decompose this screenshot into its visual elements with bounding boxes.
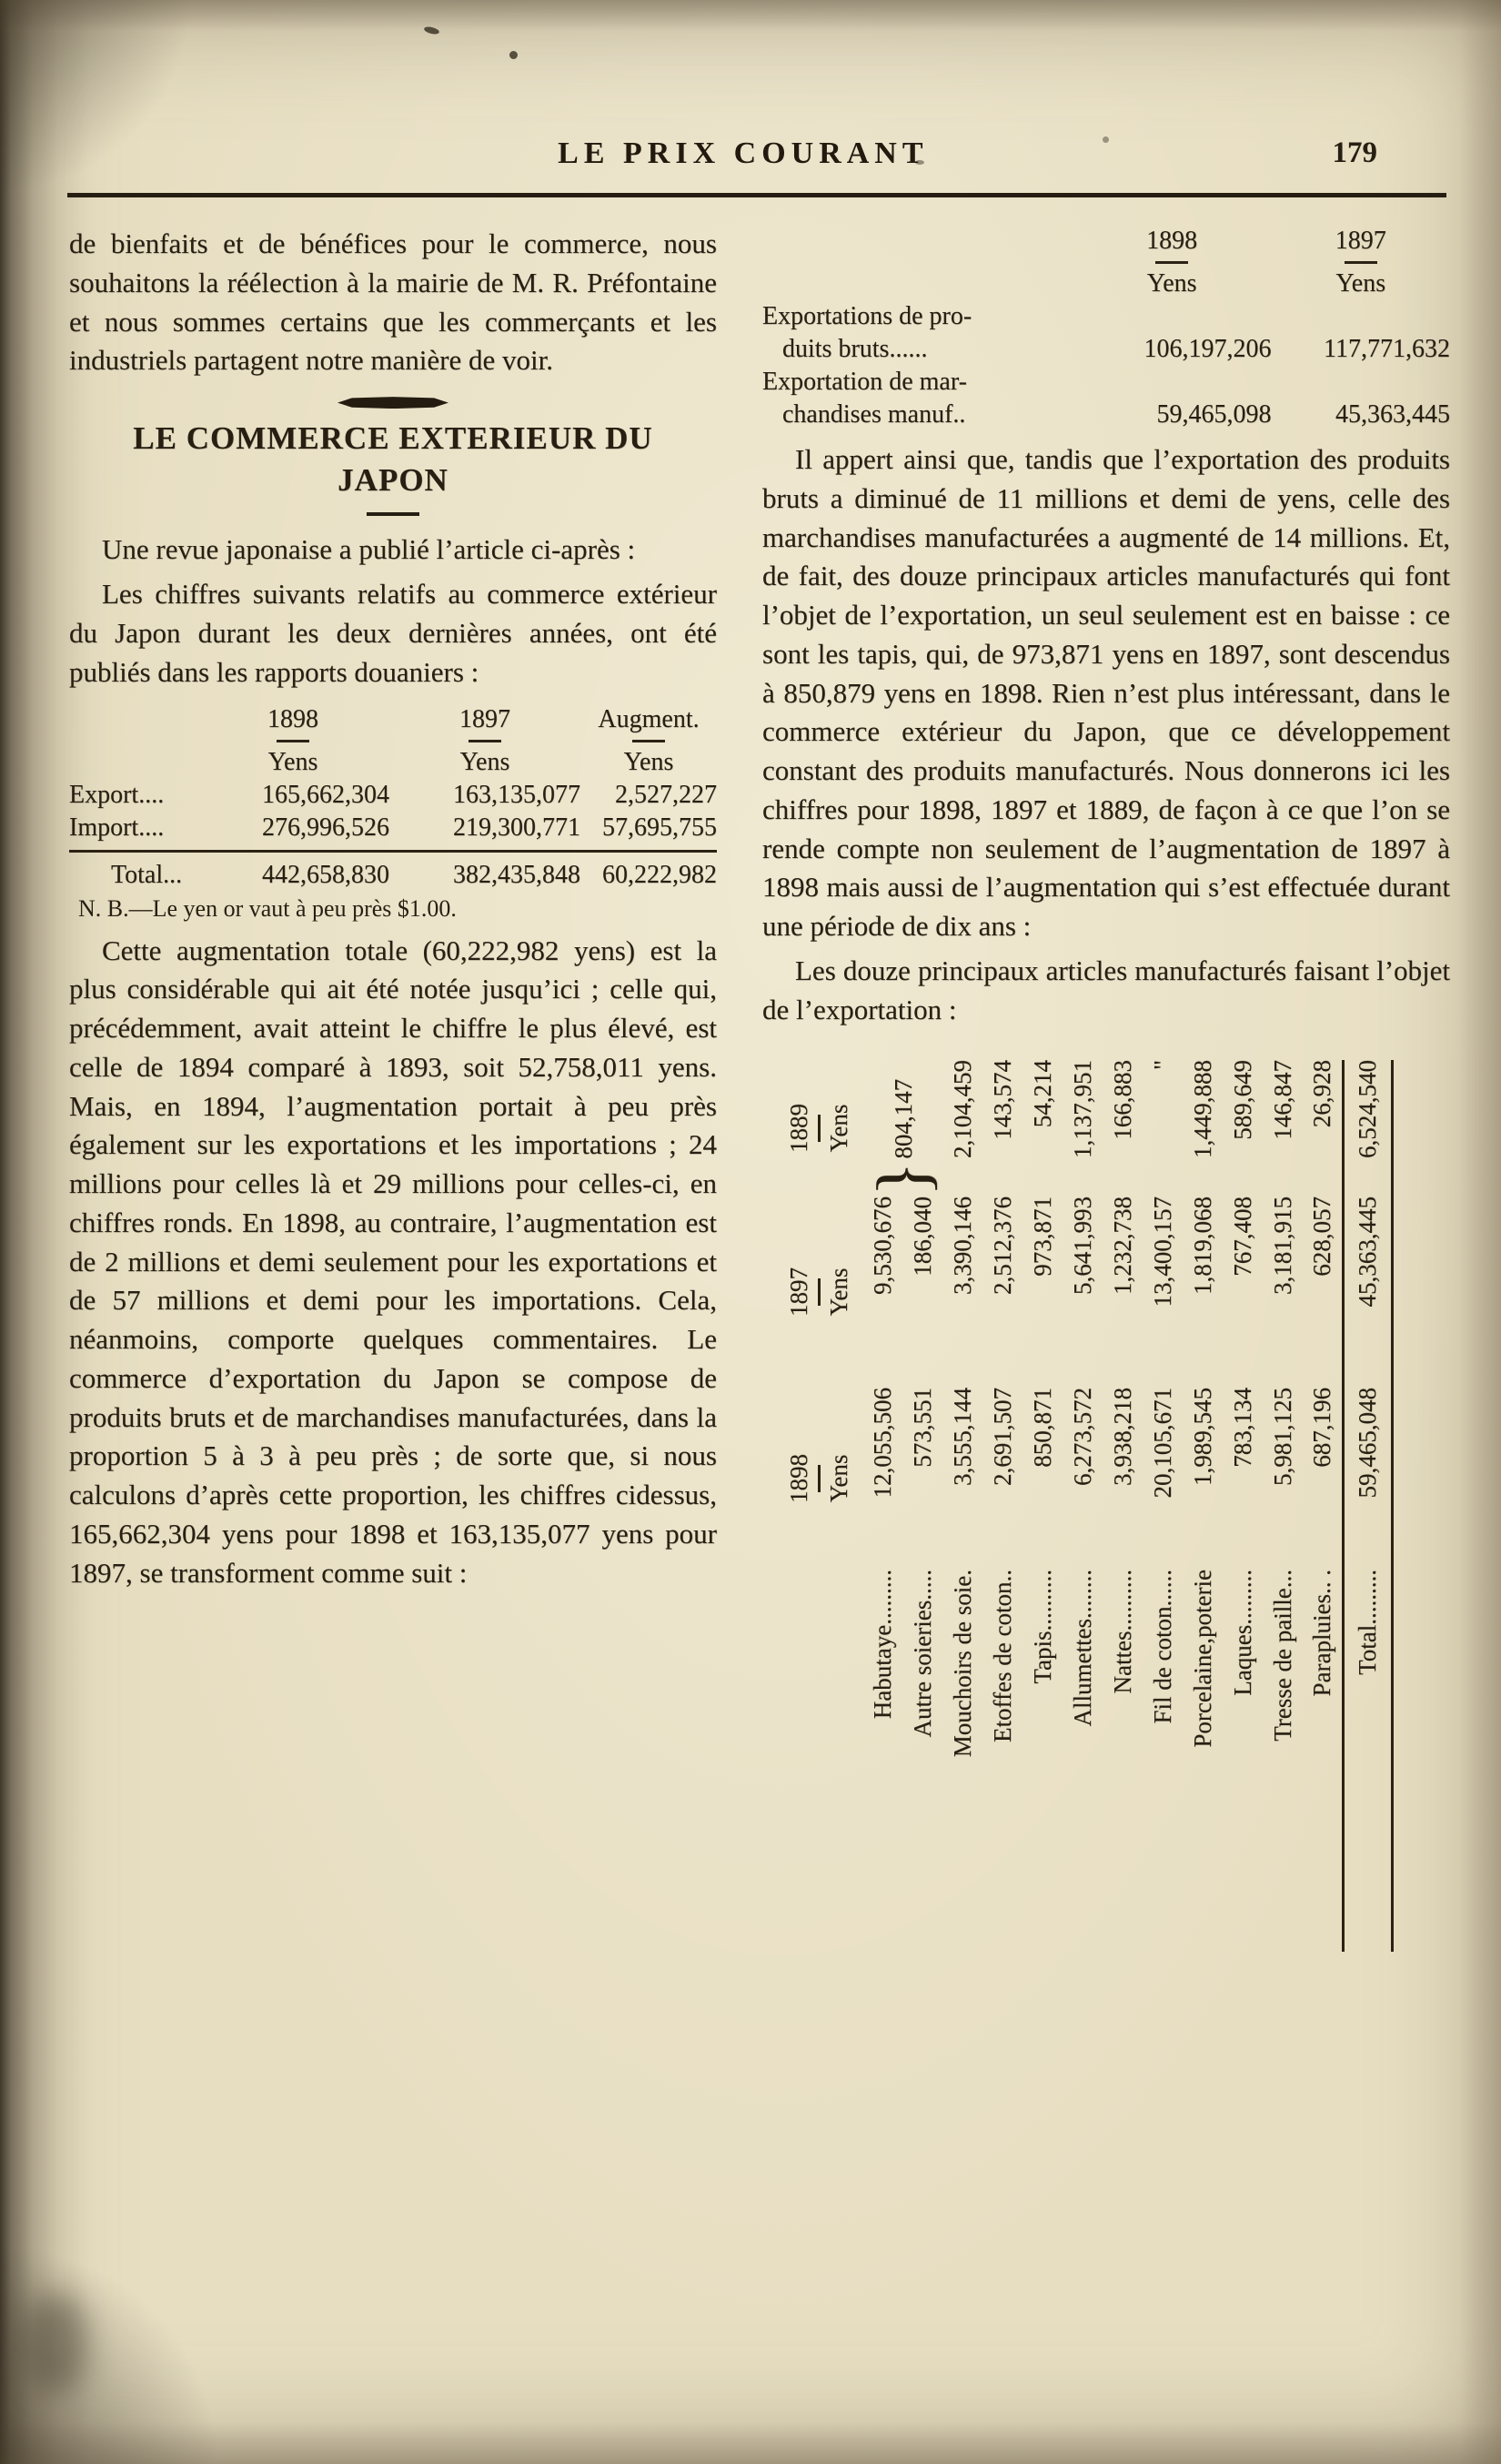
row-label: Nattes.......... bbox=[1108, 1570, 1136, 1694]
row-label: Mouchoirs de soie. bbox=[948, 1570, 976, 1758]
value-cell: 20,105,671 bbox=[1148, 1388, 1176, 1499]
paper-stain bbox=[24, 2293, 87, 2393]
value-cell: 3,181,915 bbox=[1268, 1197, 1296, 1296]
unit-label: Yens bbox=[824, 1455, 852, 1503]
two-column-layout bbox=[0, 197, 1501, 1963]
table-row bbox=[1303, 1060, 1343, 1952]
row-label-line2: chandises manuf.. bbox=[782, 400, 966, 429]
value-cell: 767,408 bbox=[1228, 1197, 1256, 1277]
table-row bbox=[1263, 1060, 1303, 1952]
value-cell: 2,527,227 bbox=[615, 780, 717, 809]
table-row bbox=[762, 300, 1450, 333]
left-column bbox=[69, 225, 717, 1599]
value-cell: 2,691,507 bbox=[988, 1388, 1016, 1487]
table-unit-row bbox=[762, 268, 1450, 300]
row-label: Total......... bbox=[1343, 1570, 1392, 1952]
rotated-header-row bbox=[775, 1060, 862, 1952]
value-cell: 45,363,445 bbox=[1335, 400, 1450, 429]
table-row bbox=[762, 333, 1450, 366]
unit-label: Yens bbox=[623, 747, 674, 776]
value-cell: 783,134 bbox=[1228, 1388, 1256, 1469]
article-title-line1: LE COMMERCE EXTERIEUR DU bbox=[133, 420, 653, 457]
value-cell: 117,771,632 bbox=[1324, 335, 1450, 363]
value-cell: 5,981,125 bbox=[1268, 1388, 1296, 1487]
row-label: Tapis.......... bbox=[1028, 1570, 1056, 1685]
value-cell: 6,273,572 bbox=[1068, 1388, 1096, 1487]
col-header-1897 bbox=[775, 1197, 862, 1388]
table-row bbox=[1063, 1060, 1103, 1952]
table-unit-row bbox=[69, 746, 717, 779]
paragraph: Cette augmentation totale (60,222,982 yens) est la plus considérable qui ait été notée jusqu’ici ; celle qui, précédemment, avait atteint le chiffre le plus élevé, est celle de 1894 comparé à 1893, soit 52,758,011 yens. Mais, en 1894, l’augmentation portait à peu près également sur les exportations et les importations ; 24 millions pour celles là et 29 millions pour celles-ci, en chiffres ronds. En 1898, au contraire, l’augmentation est de 2 millions et demi seulement pour les exportations et de 57 millions et demi pour les importations. Cela, néanmoins, comporte quelques commentaires. Le commerce d’exportation du Japon se compose de produits bruts et de marchandises manufacturées, dans la proportion 5 à 3 à peu près ; de sorte que, si nous calculons d’après cette proportion, les chiffres cidessus, 165,662,304 yens pour 1898 et 163,135,077 yens pour 1897, se transforment comme suit : bbox=[69, 934, 717, 1589]
dash-rule bbox=[818, 1115, 821, 1142]
table-row-import bbox=[69, 812, 717, 852]
diamond-rule-icon bbox=[337, 397, 448, 409]
row-label: Tresse de paille... bbox=[1268, 1570, 1296, 1742]
table-row-export bbox=[69, 779, 717, 812]
value-cell: 2,512,376 bbox=[988, 1197, 1016, 1296]
col-header-1898 bbox=[775, 1388, 862, 1570]
table-row bbox=[1183, 1060, 1223, 1952]
dash-rule bbox=[818, 1278, 821, 1306]
row-label-line1: Exportation de mar- bbox=[762, 368, 967, 396]
value-cell: 6,524,540 bbox=[1343, 1060, 1392, 1197]
value-cell: 146,847 bbox=[1268, 1060, 1296, 1141]
page-title: LE PRIX COURANT bbox=[558, 136, 929, 170]
title-dash-rule bbox=[367, 512, 419, 516]
unit-label: Yens bbox=[824, 1268, 852, 1317]
row-label: Parapluies.. . bbox=[1307, 1570, 1335, 1697]
value-cell: 973,871 bbox=[1028, 1197, 1056, 1277]
dash-rule bbox=[818, 1465, 821, 1492]
col-header-augment: Augment. bbox=[598, 704, 700, 733]
row-label: Porcelaine,poterie bbox=[1188, 1570, 1216, 1749]
value-cell: 106,197,206 bbox=[1143, 335, 1272, 363]
value-cell: 186,040 bbox=[908, 1197, 936, 1277]
table-row bbox=[982, 1060, 1022, 1952]
exports-breakdown-table bbox=[762, 225, 1450, 431]
value-cell: 163,135,077 bbox=[453, 780, 580, 809]
table-dash-row bbox=[762, 258, 1450, 268]
value-cell: 26,928 bbox=[1307, 1060, 1335, 1128]
value-cell: 45,363,445 bbox=[1343, 1197, 1392, 1388]
unit-label: Yens bbox=[267, 747, 318, 776]
paragraph: Les chiffres suivants relatifs au commerce extérieur du Japon durant les deux dernières années, ont été publiés dans les rapports douaniers : bbox=[69, 578, 717, 688]
table-row bbox=[862, 1060, 902, 1952]
table-dash-row bbox=[69, 736, 717, 746]
right-column bbox=[762, 225, 1450, 1963]
empty-cell bbox=[762, 268, 1073, 300]
value-cell: 589,649 bbox=[1228, 1060, 1256, 1141]
value-cell: 5,641,993 bbox=[1068, 1197, 1096, 1296]
paragraph: Il appert ainsi que, tandis que l’exportation des produits bruts a diminué de 11 millions et demi de yens, celle des marchandises manufacturées a augmenté de 14 millions. Et, de fait, des douze principaux articles manufacturés qui font l’objet de l’exportation, un seul seulement est en baisse : ce sont les tapis, qui, de 973,871 yens en 1897, sont descendus à 850,879 yens en 1898. Rien n’est plus intéressant, dans le commerce extérieur du Japon, que ce développement constant des produits manufacturés. Nous donnerons ici les chiffres pour 1898, 1897 et 1889, de façon à ce que l’on se rende compte non seulement de l’augmentation de 1897 à 1898 mais aussi de l’augmentation qui s’est effectuée durant une période de dix ans : bbox=[762, 443, 1450, 943]
value-cell: " bbox=[1148, 1060, 1176, 1071]
value-cell: 9,530,676 bbox=[868, 1197, 896, 1296]
table-row-total bbox=[69, 851, 717, 892]
value: 804,147 bbox=[889, 1079, 917, 1160]
nota-bene: N. B.—Le yen or vaut à peu près $1.00. bbox=[78, 894, 457, 922]
year-label: 1889 bbox=[784, 1104, 812, 1154]
section-divider bbox=[69, 397, 717, 409]
value-cell: 59,465,048 bbox=[1343, 1388, 1392, 1570]
dash-rule bbox=[1271, 258, 1450, 268]
trade-summary-table bbox=[69, 703, 717, 892]
row-label: Habutaye......... bbox=[868, 1570, 896, 1720]
value-cell: 1,232,738 bbox=[1108, 1197, 1136, 1296]
value-cell: 143,574 bbox=[988, 1060, 1016, 1141]
value-cell: 166,883 bbox=[1108, 1060, 1136, 1141]
article-title-line2: JAPON bbox=[337, 462, 448, 499]
col-header-1889 bbox=[775, 1060, 862, 1197]
table-row bbox=[762, 399, 1450, 431]
table-row bbox=[1143, 1060, 1183, 1952]
table-row bbox=[1022, 1060, 1063, 1952]
value-cell: 573,551 bbox=[908, 1388, 936, 1469]
value-cell: 628,057 bbox=[1307, 1197, 1335, 1277]
table-year-row bbox=[69, 703, 717, 736]
table-row-total bbox=[1343, 1060, 1392, 1952]
row-label-line2: duits bruts...... bbox=[782, 335, 928, 363]
value-cell: 12,055,506 bbox=[868, 1388, 896, 1499]
row-label: Import.... bbox=[69, 812, 196, 852]
row-label: Export.... bbox=[69, 780, 165, 809]
row-label: Fil de coton...... bbox=[1148, 1570, 1176, 1724]
value-cell: 3,938,218 bbox=[1108, 1388, 1136, 1487]
value-cell: 687,196 bbox=[1307, 1388, 1335, 1469]
col-header-1897: 1897 bbox=[459, 704, 510, 733]
empty-cell bbox=[69, 703, 196, 736]
empty-cell bbox=[762, 258, 1073, 268]
table-row bbox=[1103, 1060, 1143, 1952]
row-label: Allumettes........ bbox=[1068, 1570, 1096, 1727]
grouped-value-cell bbox=[862, 1060, 942, 1197]
intro-paragraph: de bienfaits et de bénéfices pour le commerce, nous souhaitons la réélection à la mairie de M. R. Préfontaine et nous sommes certains que les commerçants et les industriels partagent notre manière de voir. bbox=[69, 227, 717, 377]
masthead bbox=[0, 0, 1501, 193]
empty-cell bbox=[69, 746, 196, 779]
value-cell: 219,300,771 bbox=[389, 812, 580, 852]
empty-cell bbox=[762, 225, 1073, 258]
value-cell: 1,819,068 bbox=[1188, 1197, 1216, 1296]
value-cell: 54,214 bbox=[1028, 1060, 1056, 1128]
table-row bbox=[942, 1060, 982, 1952]
col-header-1898: 1898 bbox=[267, 704, 318, 733]
paragraph: Les douze principaux articles manufacturés faisant l’objet de l’exportation : bbox=[762, 954, 1450, 1025]
unit-label: Yens bbox=[824, 1105, 852, 1153]
unit-label: Yens bbox=[1335, 269, 1386, 298]
row-label: Laques......... bbox=[1228, 1570, 1256, 1697]
dash-rule bbox=[1073, 258, 1272, 268]
empty-cell bbox=[69, 736, 196, 746]
row-label: Autre soieries..... bbox=[908, 1570, 936, 1738]
row-label: Etoffes de coton.. bbox=[988, 1570, 1016, 1743]
value-cell: 2,104,459 bbox=[948, 1060, 976, 1159]
unit-label: Yens bbox=[1146, 269, 1197, 298]
value-cell: 60,222,982 bbox=[602, 860, 717, 889]
dash-rule bbox=[389, 736, 580, 746]
value-cell: 276,996,526 bbox=[196, 812, 389, 852]
value-cell: 13,400,157 bbox=[1148, 1197, 1176, 1308]
article-title bbox=[69, 418, 717, 501]
row-label: Total... bbox=[111, 860, 183, 889]
page-number: 179 bbox=[1332, 136, 1377, 169]
empty-cell bbox=[775, 1570, 862, 1952]
value-cell: 1,137,951 bbox=[1068, 1060, 1096, 1159]
value-cell: 850,871 bbox=[1028, 1388, 1056, 1469]
rotated-articles-table bbox=[775, 1060, 1403, 1963]
value-cell: 165,662,304 bbox=[262, 780, 389, 809]
value-cell: 1,989,545 bbox=[1188, 1388, 1216, 1487]
dash-rule bbox=[580, 736, 717, 746]
table-row bbox=[762, 366, 1450, 399]
value-cell: 1,449,888 bbox=[1188, 1060, 1216, 1159]
dash-rule bbox=[196, 736, 389, 746]
value-cell: 442,658,830 bbox=[262, 860, 389, 889]
value-cell: 57,695,755 bbox=[580, 812, 717, 852]
year-label: 1898 bbox=[784, 1454, 812, 1504]
group-brace: } bbox=[863, 1162, 944, 1197]
value-cell: 59,465,098 bbox=[1156, 400, 1272, 429]
year-label: 1897 bbox=[784, 1267, 812, 1318]
paragraph: Une revue japonaise a publié l’article ci-après : bbox=[102, 533, 636, 566]
unit-label: Yens bbox=[459, 747, 510, 776]
col-header-1897: 1897 bbox=[1335, 227, 1386, 255]
articles-table bbox=[775, 1060, 1394, 1952]
value-cell: 382,435,848 bbox=[453, 860, 580, 889]
value-cell: 3,555,144 bbox=[948, 1388, 976, 1487]
table-row bbox=[1223, 1060, 1263, 1952]
value-cell: 3,390,146 bbox=[948, 1197, 976, 1296]
table-year-row bbox=[762, 225, 1450, 258]
col-header-1898: 1898 bbox=[1146, 227, 1198, 255]
row-label-line1: Exportations de pro- bbox=[762, 302, 972, 330]
